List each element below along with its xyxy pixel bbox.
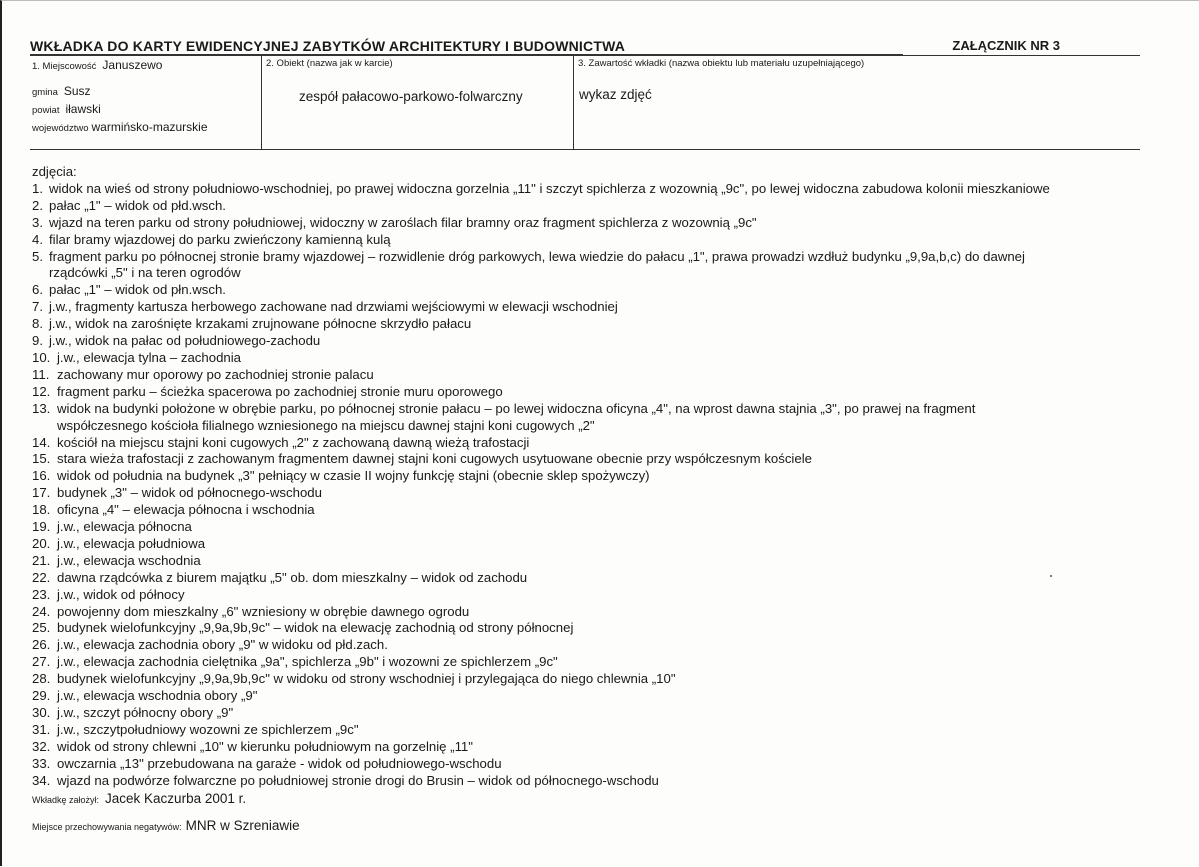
item-text: j.w., elewacja zachodnia obory „9" w widoku od płd.zach. (57, 637, 388, 653)
list-item (32, 401, 1147, 435)
item-continuation: współczesnego kościoła filialnego wzniesionego na miejscu dawnej stajni koni cugowych „2" (57, 417, 595, 433)
list-item (32, 299, 1147, 316)
item-number: 9. (32, 333, 43, 349)
list-item (32, 536, 1147, 553)
list-item (32, 367, 1147, 384)
list-item (32, 587, 1147, 604)
list-item (32, 333, 1147, 350)
storage-label: Miejsce przechowywania negatywów: (32, 822, 182, 832)
item-number: 21. (32, 552, 51, 568)
location-cell (30, 56, 260, 149)
item-text: j.w., elewacja południowa (57, 535, 206, 551)
list-item (32, 756, 1147, 773)
list-item (32, 282, 1147, 299)
item-text: j.w., elewacja tylna – zachodnia (57, 349, 241, 365)
item-text: pałac „1" – widok od płn.wsch. (49, 282, 226, 298)
item-number: 26. (32, 637, 51, 653)
content-cell (573, 56, 1141, 149)
list-item (32, 232, 1147, 249)
item-number: 28. (32, 671, 51, 687)
list-item (32, 181, 1147, 198)
item-text: owczarnia „13" przebudowana na garaże - widok od południowego-wschodu (57, 755, 502, 771)
item-number: 18. (32, 502, 51, 518)
item-number: 22. (32, 569, 51, 585)
item-number: 17. (32, 485, 51, 501)
item-number: 8. (32, 316, 43, 332)
powiat-value: iławski (65, 102, 101, 116)
location-value: Januszewo (102, 58, 163, 72)
item-text: wjazd na teren parku od strony południowej, widoczny w zaroślach filar bramny oraz fragment spichlerza z wozownią „9c" (49, 214, 757, 230)
item-number: 33. (32, 755, 51, 771)
item-number: 4. (32, 231, 43, 247)
item-text: pałac „1" – widok od płd.wsch. (49, 197, 226, 213)
item-text: wjazd na podwórze folwarczne po południowej stronie drogi do Brusin – widok od północnego-wschodu (57, 772, 659, 788)
photo-list (32, 164, 1147, 808)
list-item (32, 553, 1147, 570)
document-title: WKŁADKA DO KARTY EWIDENCYJNEJ ZABYTKÓW ARCHITEKTURY I BUDOWNICTWA (30, 38, 903, 55)
powiat-label: powiat (32, 105, 60, 116)
item-text: stara wieża trafostacji z zachowanym fragmentem dawnej stajni koni cugowych usytuowane obecnie przy współczesnym kościele (57, 451, 812, 467)
item-text: j.w., szczyt północny obory „9" (57, 705, 234, 720)
item-text: fragment parku po północnej stronie bramy wjazdowej – rozwidlenie dróg parkowych, lewa wiedzie do pałacu „1", prawa prowadzi wzdłuż budynku „9,9a,b,c) do dawnej (49, 248, 1025, 264)
scan-speck (1050, 575, 1052, 577)
item-number: 1. (32, 180, 43, 196)
location-label: 1. Miejscowość (32, 61, 97, 72)
list-item (32, 249, 1147, 283)
item-number: 31. (32, 721, 51, 737)
item-number: 16. (32, 468, 51, 484)
list-item (32, 485, 1147, 502)
item-text: powojenny dom mieszkalny „6" wzniesiony w obrębie dawnego ogrodu (57, 603, 470, 619)
list-item (32, 654, 1147, 671)
item-number: 32. (32, 738, 51, 754)
admin-units (32, 83, 208, 137)
item-number: 6. (32, 282, 43, 298)
item-text: j.w., szczytpołudniowy wozowni ze spichlerzem „9c" (57, 721, 359, 737)
author-value: Jacek Kaczurba 2001 r. (105, 790, 247, 806)
author-line (32, 791, 1147, 809)
wojewodztwo-value: warmińsko-mazurskie (91, 120, 208, 134)
author-label: Wkładkę założył: (32, 794, 100, 805)
list-item (32, 705, 1147, 722)
header-table (30, 55, 1140, 150)
item-number: 10. (32, 349, 51, 365)
list-item (32, 468, 1147, 485)
list-item (32, 215, 1147, 232)
title-row (30, 36, 1140, 56)
item-text: budynek wielofunkcyjny „9,9a,9b,9c" – widok na elewację zachodnią od strony północnej (57, 620, 574, 636)
powiat-row (32, 101, 208, 119)
item-text: fragment parku – ścieżka spacerowa po zachodniej stronie muru oporowego (57, 383, 503, 399)
item-number: 23. (32, 586, 51, 602)
list-heading: zdjęcia: (32, 164, 77, 179)
item-continuation: rządcówki „5" i na teren ogrodów (49, 265, 241, 281)
item-number: 27. (32, 654, 51, 670)
item-text: budynek wielofunkcyjny „9,9a,9b,9c" w widoku od strony wschodniej i przylegająca do niego chlewnia „10" (57, 671, 676, 687)
item-number: 12. (32, 383, 51, 399)
item-text: j.w., elewacja wschodnia (57, 552, 201, 568)
item-text: j.w., widok od północy (57, 586, 185, 602)
items-container (32, 181, 1147, 790)
attachment-label: ZAŁĄCZNIK NR 3 (952, 38, 1060, 53)
list-item (32, 316, 1147, 333)
item-number: 29. (32, 688, 51, 704)
object-cell (261, 56, 573, 149)
list-item (32, 350, 1147, 367)
gmina-row (32, 83, 208, 101)
gmina-value: Susz (63, 84, 91, 98)
list-item (32, 502, 1147, 519)
item-text: oficyna „4" – elewacja północna i wschodnia (57, 502, 315, 518)
wojewodztwo-label: województwo (32, 123, 89, 134)
storage-line (32, 818, 300, 833)
item-text: filar bramy wjazdowej do parku zwieńczony kamienną kulą (49, 231, 391, 247)
item-number: 15. (32, 451, 51, 467)
item-text: widok na budynki położone w obrębie parku, po północnej stronie pałacu – po lewej widoczna oficyna „4", na wprost dawna stajnia „3", po prawej na fragment (57, 400, 976, 416)
list-item (32, 671, 1147, 688)
list-item (32, 435, 1147, 452)
item-text: j.w., widok na zarośnięte krzakami zrujnowane północne skrzydło pałacu (49, 316, 472, 332)
item-text: j.w., elewacja północna (57, 519, 192, 535)
gmina-label: gmina (32, 87, 58, 98)
list-item (32, 773, 1147, 790)
location-header (32, 58, 162, 72)
object-value: zespół pałacowo-parkowo-folwarczny (299, 89, 523, 104)
item-text: j.w., elewacja wschodnia obory „9" (57, 688, 258, 704)
item-number: 13. (32, 400, 51, 416)
item-text: zachowany mur oporowy po zachodniej stronie palacu (57, 366, 374, 382)
item-text: j.w., widok na pałac od południowego-zachodu (49, 333, 321, 349)
list-item (32, 451, 1147, 468)
storage-value: MNR w Szreniawie (185, 818, 300, 833)
item-number: 24. (32, 603, 51, 619)
item-text: j.w., fragmenty kartusza herbowego zachowane nad drzwiami wejściowymi w elewacji wschodniej (49, 299, 618, 315)
item-text: j.w., elewacja zachodnia cielętnika „9a", spichlerza „9b" i wozowni ze spichlerzem „9c" (57, 654, 558, 670)
item-text: dawna rządcówka z biurem majątku „5" ob. dom mieszkalny – widok od zachodu (57, 569, 528, 585)
object-label: 2. Obiekt (nazwa jak w karcie) (266, 58, 393, 69)
list-item (32, 739, 1147, 756)
item-number: 2. (32, 197, 43, 213)
list-item (32, 198, 1147, 215)
wojewodztwo-row (32, 119, 208, 137)
item-number: 19. (32, 519, 51, 535)
item-text: widok od strony chlewni „10" w kierunku południowym na gorzelnię „11" (57, 738, 473, 754)
content-label: 3. Zawartość wkładki (nazwa obiektu lub materiału uzupełniającego) (578, 58, 865, 69)
item-number: 34. (32, 772, 51, 788)
item-text: budynek „3" – widok od północnego-wschodu (57, 485, 322, 501)
list-item (32, 570, 1147, 587)
list-item (32, 722, 1147, 739)
list-item (32, 384, 1147, 401)
item-number: 30. (32, 705, 51, 720)
item-number: 11. (32, 366, 50, 382)
item-text: widok na wieś od strony południowo-wschodniej, po prawej widoczna gorzelnia „11" i szczyt spichlerza z wozownią „9c", po lewej widoczna zabudowa kolonii mieszkaniowe (49, 180, 1050, 196)
item-number: 5. (32, 248, 43, 264)
item-number: 7. (32, 299, 43, 315)
item-number: 14. (32, 434, 51, 450)
list-item (32, 688, 1147, 705)
item-number: 20. (32, 535, 51, 551)
item-number: 25. (32, 620, 51, 636)
list-item (32, 637, 1147, 654)
item-text: widok od południa na budynek „3" pełniący w czasie II wojny funkcję stajni (obecnie sklep spożywczy) (57, 468, 650, 484)
list-item (32, 604, 1147, 621)
item-number: 3. (32, 214, 43, 230)
list-item (32, 519, 1147, 536)
list-item (32, 620, 1147, 637)
item-text: kościół na miejscu stajni koni cugowych „2" z zachowaną dawną wieżą trafostacji (57, 434, 530, 450)
content-value: wykaz zdjęć (579, 87, 652, 102)
